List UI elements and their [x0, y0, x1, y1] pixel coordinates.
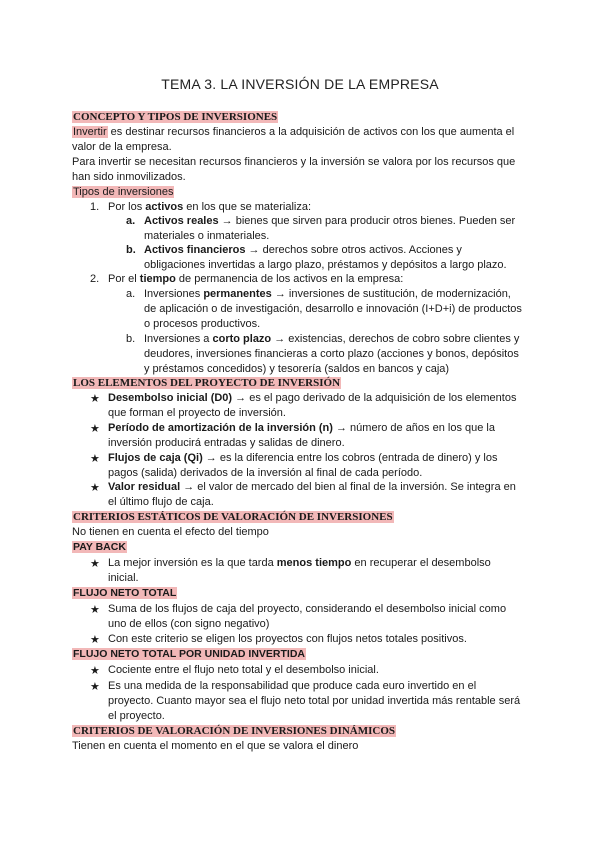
subheading-tipos: Tipos de inversiones [73, 186, 174, 198]
star-bullet-icon: ★ [90, 557, 100, 570]
star-bullet-icon: ★ [90, 664, 100, 677]
section-heading-elementos: LOS ELEMENTOS DEL PROYECTO DE INVERSIÓN [73, 377, 341, 389]
list-item-permanentes: Inversiones permanentes → inversiones de sustitución, de modernización, [144, 288, 511, 300]
subheading-pay-back: PAY BACK [73, 541, 126, 553]
list-item-activos-reales: Activos reales → bienes que sirven para producir otros bienes. Pueden ser [144, 215, 516, 227]
list-item-suma-flujos-line2: uno de ellos (con signo negativo) [108, 618, 270, 630]
list-item-amortizacion: Período de amortización de la inversión (n) → número de años en los que la [108, 422, 495, 434]
list-item-activos-reales-line2: materiales o inmateriales. [144, 230, 270, 242]
section-heading-estaticos: CRITERIOS ESTÁTICOS DE VALORACIÓN DE INVERSIONES [73, 511, 393, 523]
list-item-medida-line2: proyecto. Cuanto mayor sea el flujo neto total por unidad invertida más rentable será [108, 695, 521, 707]
section-heading-dinamicos: CRITERIOS DE VALORACIÓN DE INVERSIONES DINÁMICOS [73, 725, 396, 737]
list-item-permanentes-line2: de aplicación o de investigación, desarrollo e innovación (I+D+i) de productos [144, 303, 522, 315]
subheading-flujo-neto-total: FLUJO NETO TOTAL [73, 587, 177, 599]
list-item-tiempo: Por el tiempo de permanencia de los activos en la empresa: [108, 273, 404, 285]
list-item-desembolso: Desembolso inicial (D0) → es el pago derivado de la adquisición de los elementos [108, 392, 517, 404]
list-item-amortizacion-line2: inversión producirá entradas y salidas de dinero. [108, 437, 345, 449]
star-bullet-icon: ★ [90, 392, 100, 405]
star-bullet-icon: ★ [90, 680, 100, 693]
list-item-activos-financieros-line2: obligaciones invertidas a largo plazo, préstamos y depósitos a largo plazo. [144, 259, 507, 271]
list-number: 2. [90, 273, 100, 285]
list-item-corto-plazo: Inversiones a corto plazo → existencias, derechos de cobro sobre clientes y [144, 333, 520, 345]
list-item-medida-line3: el proyecto. [108, 710, 165, 722]
star-bullet-icon: ★ [90, 422, 100, 435]
list-item-corto-plazo-line3: y préstamos concedidos) y tesorería (saldos en bancos y caja) [144, 363, 450, 375]
list-marker: b. [126, 333, 136, 345]
section-heading-concepto: CONCEPTO Y TIPOS DE INVERSIONES [73, 111, 278, 123]
paragraph-invertir-line1: Invertir es destinar recursos financieros a la adquisición de activos con los que aumenta el [73, 126, 515, 138]
list-item-corto-plazo-line2: deudores, inversiones financieras a corto plazo (acciones y bonos, depósitos [144, 348, 519, 360]
star-bullet-icon: ★ [90, 481, 100, 494]
subheading-flujo-unidad: FLUJO NETO TOTAL POR UNIDAD INVERTIDA [73, 648, 305, 660]
star-bullet-icon: ★ [90, 633, 100, 646]
list-item-valor-residual-line2: el último flujo de caja. [108, 496, 214, 508]
paragraph-recursos-line1: Para invertir se necesitan recursos financieros y la inversión se valora por los recursos que [72, 156, 516, 168]
star-bullet-icon: ★ [90, 603, 100, 616]
paragraph-invertir-line2: valor de la empresa. [72, 141, 172, 153]
intro-estaticos: No tienen en cuenta el efecto del tiempo [72, 526, 269, 538]
list-item-flujos-caja: Flujos de caja (Qi) → es la diferencia entre los cobros (entrada de dinero) y los [108, 452, 498, 464]
list-item-pay-back-line2: inicial. [108, 572, 139, 584]
list-item-criterio-positivos: Con este criterio se eligen los proyectos con flujos netos totales positivos. [108, 633, 467, 645]
list-item-permanentes-line3: o procesos productivos. [144, 318, 261, 330]
list-item-suma-flujos: Suma de los flujos de caja del proyecto, considerando el desembolso inicial como [108, 603, 507, 615]
paragraph-recursos-line2: han sido inmovilizados. [72, 171, 186, 183]
list-marker: a. [126, 288, 136, 300]
list-number: 1. [90, 201, 100, 213]
list-item-pay-back: La mejor inversión es la que tarda menos tiempo en recuperar el desembolso [108, 557, 491, 569]
list-marker: a. [126, 215, 136, 227]
list-item-activos: Por los activos en los que se materializa: [108, 201, 312, 213]
list-item-cociente: Cociente entre el flujo neto total y el desembolso inicial. [108, 664, 379, 676]
list-item-desembolso-line2: que forman el proyecto de inversión. [108, 407, 286, 419]
list-item-flujos-caja-line2: pagos (salida) derivados de la inversión al final de cada período. [108, 467, 423, 479]
list-item-medida: Es una medida de la responsabilidad que produce cada euro invertido en el [108, 680, 477, 692]
list-marker: b. [126, 244, 136, 256]
star-bullet-icon: ★ [90, 452, 100, 465]
list-item-valor-residual: Valor residual → el valor de mercado del bien al final de la inversión. Se integra en [108, 481, 516, 493]
intro-dinamicos: Tienen en cuenta el momento en el que se valora el dinero [72, 740, 359, 752]
page-title: TEMA 3. LA INVERSIÓN DE LA EMPRESA [161, 76, 439, 92]
list-item-activos-financieros: Activos financieros → derechos sobre otros activos. Acciones y [144, 244, 462, 256]
